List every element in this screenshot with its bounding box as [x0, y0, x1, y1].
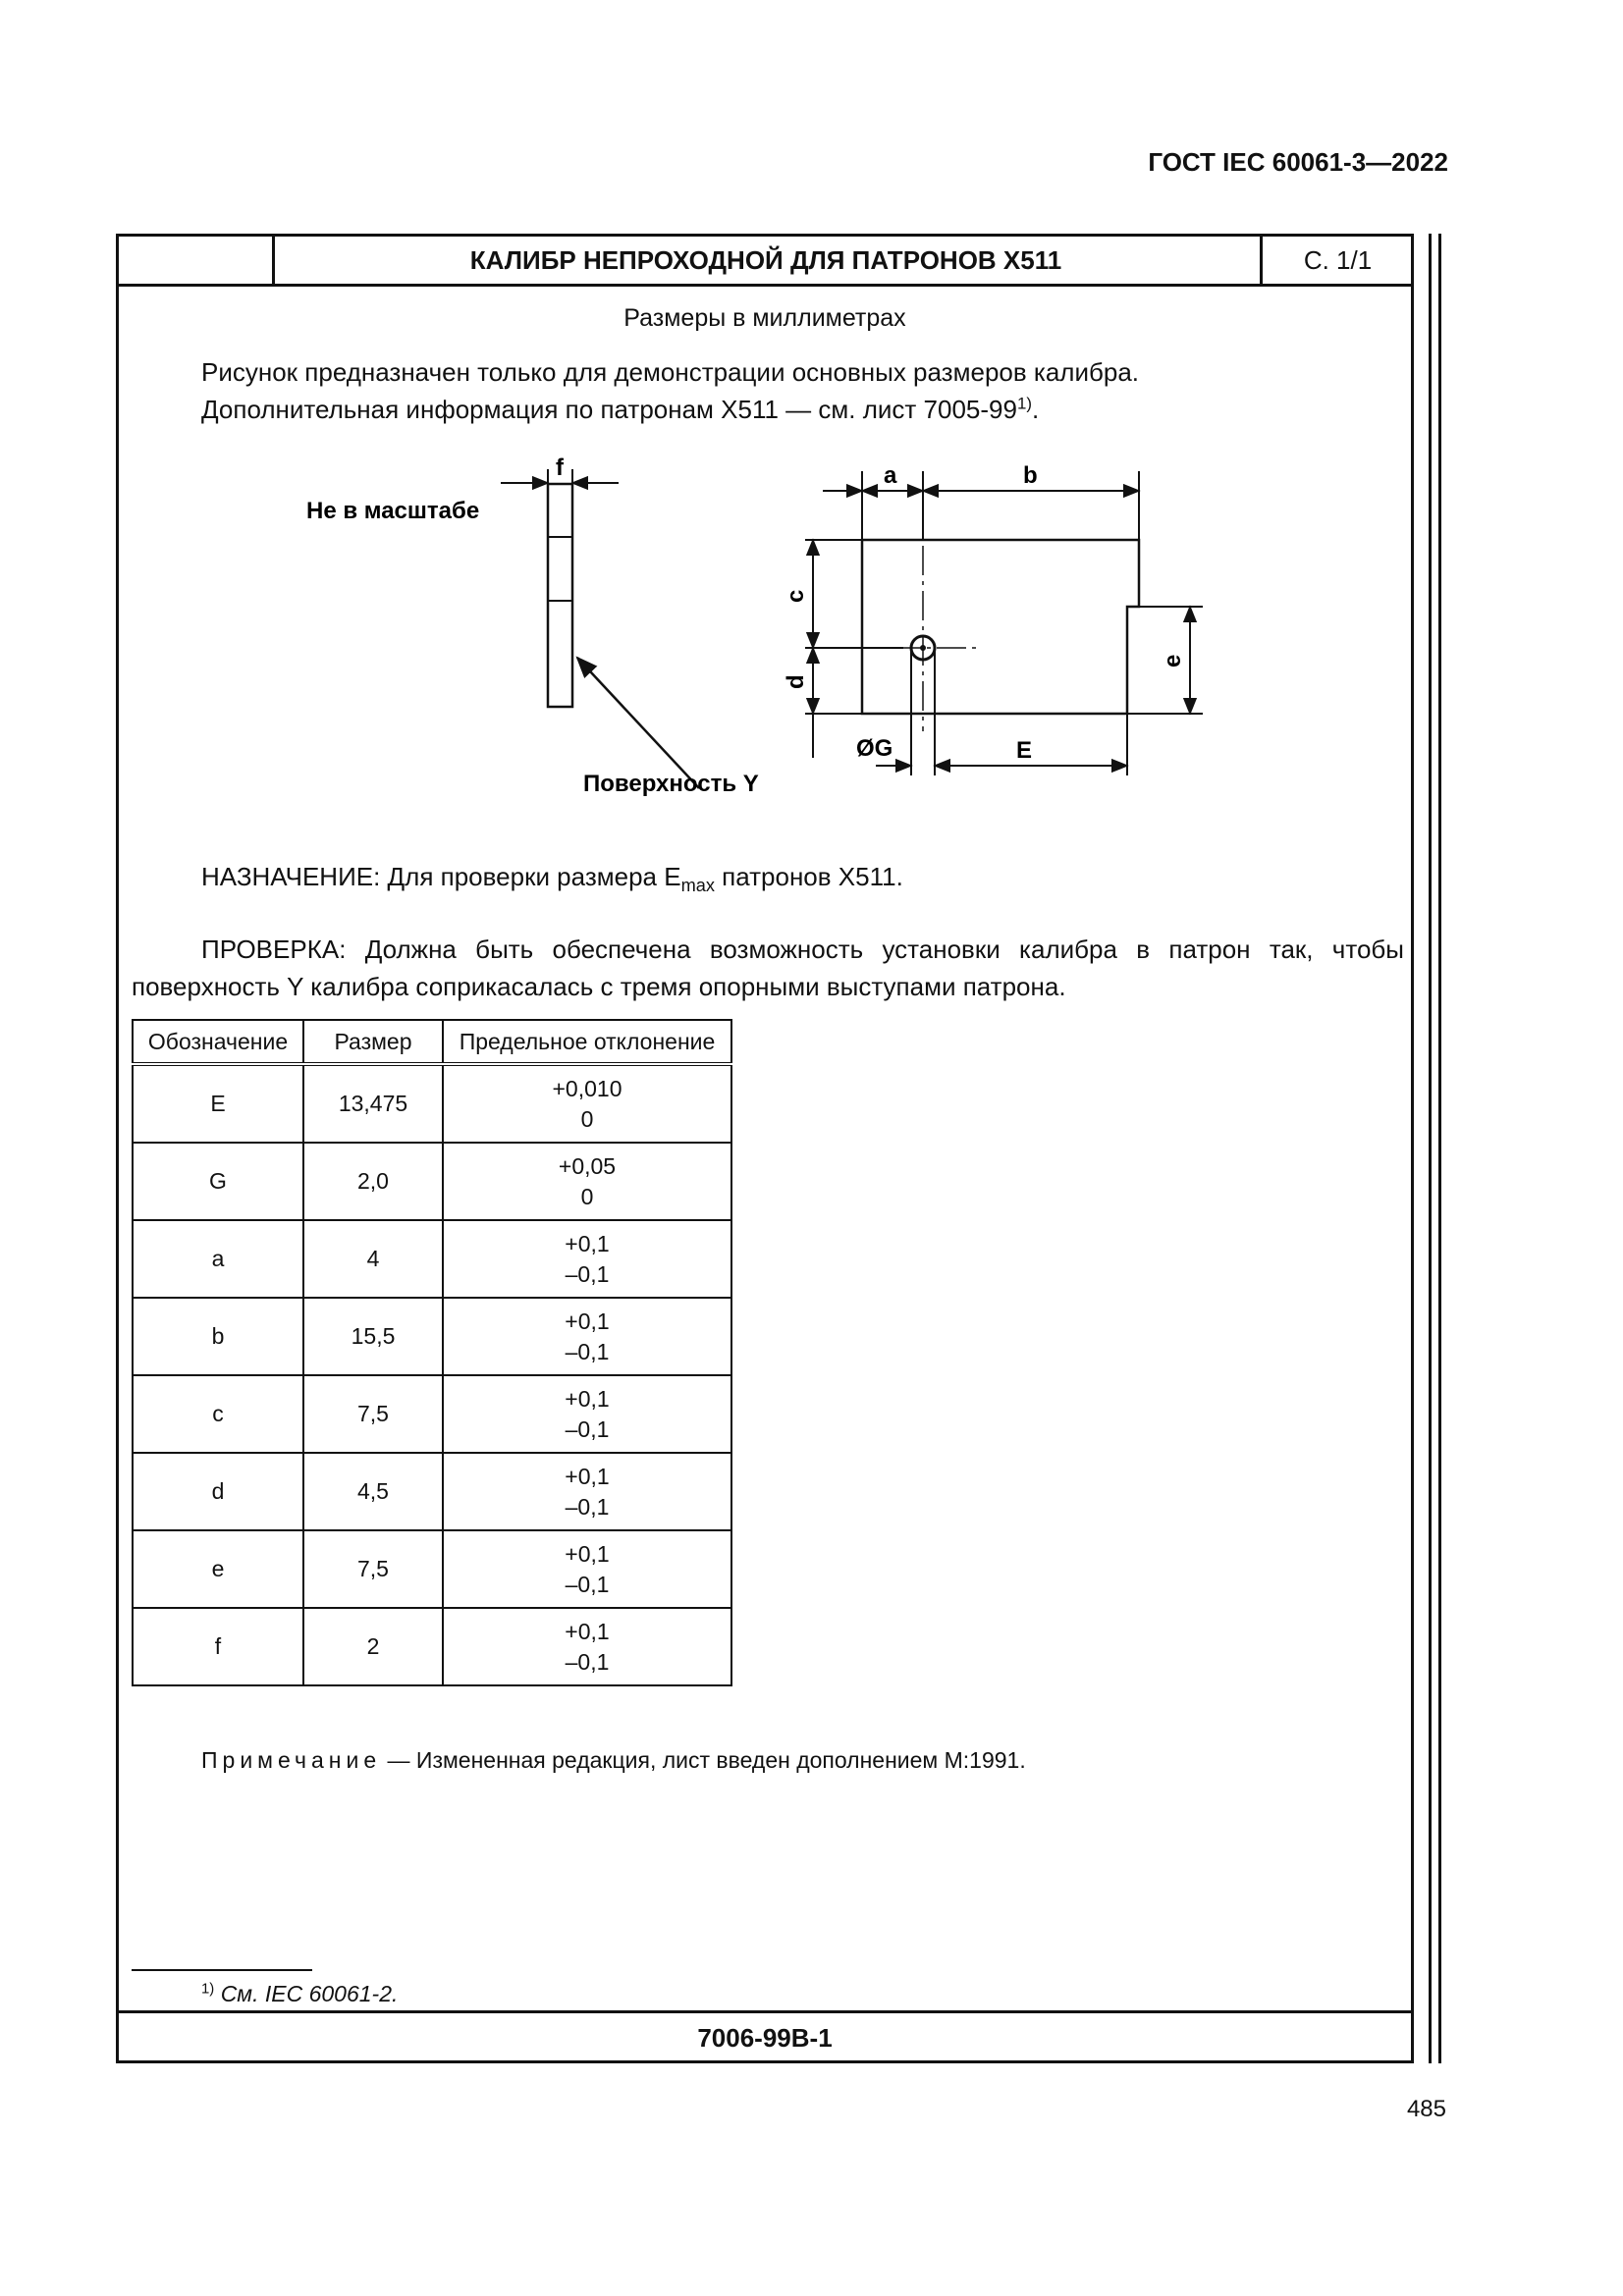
- footnote-text: См. IEC 60061-2.: [220, 1981, 399, 2006]
- tolerance-lower: –0,1: [565, 1338, 610, 1364]
- tolerance-lower: 0: [580, 1183, 594, 1209]
- cell-size: 2: [303, 1608, 443, 1685]
- footnote: [201, 1981, 398, 2007]
- sheet-page: С. 1/1: [1303, 245, 1373, 275]
- dim-label-f: f: [556, 454, 564, 481]
- cell-tolerance: [443, 1608, 731, 1685]
- tolerance-upper: +0,05: [558, 1152, 617, 1179]
- tolerance-upper: +0,1: [565, 1230, 610, 1256]
- cell-symbol: c: [133, 1375, 303, 1453]
- cell-size: 7,5: [303, 1530, 443, 1608]
- cell-size: 4,5: [303, 1453, 443, 1530]
- table-row: [133, 1064, 731, 1143]
- dim-label-d: d: [783, 674, 809, 689]
- cell-tolerance: [443, 1298, 731, 1375]
- purpose-text: [201, 862, 903, 896]
- tolerance-lower: –0,1: [565, 1493, 610, 1520]
- page-number: 485: [1406, 2096, 1446, 2122]
- note: [201, 1747, 1026, 1774]
- table-row: [133, 1530, 731, 1608]
- col-tolerance-header: Предельное отклонение: [443, 1020, 731, 1064]
- tolerance-upper: +0,1: [565, 1618, 610, 1644]
- table-row: [133, 1608, 731, 1685]
- cell-symbol: a: [133, 1220, 303, 1298]
- footnote-mark: 1): [201, 1980, 215, 1998]
- cell-size: 13,475: [303, 1064, 443, 1143]
- cell-symbol: f: [133, 1608, 303, 1685]
- col-symbol-header: Обозначение: [133, 1020, 303, 1064]
- dim-label-b: b: [1023, 462, 1038, 489]
- dim-label-G: ØG: [856, 735, 893, 762]
- dim-label-c: c: [783, 589, 809, 603]
- intro-line-1: Рисунок предназначен только для демонстрации основных размеров калибра.: [201, 357, 1140, 387]
- note-label: Примечание: [201, 1747, 382, 1773]
- cell-size: 4: [303, 1220, 443, 1298]
- tolerance-lower: –0,1: [565, 1571, 610, 1597]
- tolerance-upper: +0,010: [552, 1075, 622, 1101]
- tolerance-lower: –0,1: [565, 1260, 610, 1287]
- units-note: Размеры в миллиметрах: [623, 304, 906, 332]
- table-row: [133, 1453, 731, 1530]
- cell-tolerance: [443, 1064, 731, 1143]
- tolerance-upper: +0,1: [565, 1308, 610, 1334]
- note-text: — Измененная редакция, лист введен дополнением M:1991.: [381, 1747, 1026, 1773]
- check-text: ПРОВЕРКА: Должна быть обеспечена возможность установки калибра в патрон так, чтобы поверхность Y калибра соприкасалась с тремя опорными выступами патрона.: [132, 934, 1404, 1001]
- not-to-scale-label: Не в масштабе: [306, 498, 480, 524]
- surface-y-label: Поверхность Y: [583, 771, 759, 797]
- cell-size: 15,5: [303, 1298, 443, 1375]
- cell-tolerance: [443, 1143, 731, 1220]
- cell-tolerance: [443, 1530, 731, 1608]
- intro-line-2-text: Дополнительная информация по патронам X511 — см. лист 7005-99: [201, 395, 1017, 424]
- tolerance-upper: +0,1: [565, 1463, 610, 1489]
- cell-symbol: e: [133, 1530, 303, 1608]
- gauge-side-view: [548, 484, 572, 707]
- footnote-rule: [132, 1969, 312, 1971]
- gauge-drawing: [0, 0, 1623, 834]
- cell-tolerance: [443, 1220, 731, 1298]
- table-row: [133, 1298, 731, 1375]
- tolerance-lower: –0,1: [565, 1648, 610, 1675]
- dim-label-e: e: [1160, 654, 1186, 667]
- table-header-row: [133, 1020, 731, 1064]
- cell-symbol: d: [133, 1453, 303, 1530]
- table-row: [133, 1143, 731, 1220]
- dim-label-E: E: [1016, 737, 1033, 764]
- tolerance-upper: +0,1: [565, 1540, 610, 1567]
- sheet-number: 7006-99B-1: [697, 2023, 833, 2053]
- footnote-ref: 1): [1016, 394, 1032, 413]
- table-row: [133, 1375, 731, 1453]
- intro-line-2-end: .: [1032, 395, 1040, 424]
- cell-size: 7,5: [303, 1375, 443, 1453]
- cell-symbol: b: [133, 1298, 303, 1375]
- dim-label-a: a: [884, 462, 897, 489]
- purpose-end: патронов X511.: [714, 862, 903, 891]
- purpose-subscript: max: [680, 876, 715, 896]
- cell-symbol: G: [133, 1143, 303, 1220]
- sheet-title: КАЛИБР НЕПРОХОДНОЙ ДЛЯ ПАТРОНОВ X511: [469, 245, 1062, 275]
- standard-number: ГОСТ IEC 60061-3—2022: [1148, 147, 1448, 177]
- table-row: [133, 1220, 731, 1298]
- cell-symbol: E: [133, 1064, 303, 1143]
- tolerance-lower: 0: [580, 1105, 594, 1132]
- cell-tolerance: [443, 1453, 731, 1530]
- cell-tolerance: [443, 1375, 731, 1453]
- purpose-main: НАЗНАЧЕНИЕ: Для проверки размера E: [201, 862, 681, 891]
- gauge-front-view: [862, 540, 1139, 714]
- tolerance-upper: +0,1: [565, 1385, 610, 1412]
- tolerance-lower: –0,1: [565, 1415, 610, 1442]
- col-size-header: Размер: [303, 1020, 443, 1064]
- cell-size: 2,0: [303, 1143, 443, 1220]
- dimensions-table: [132, 1019, 732, 1686]
